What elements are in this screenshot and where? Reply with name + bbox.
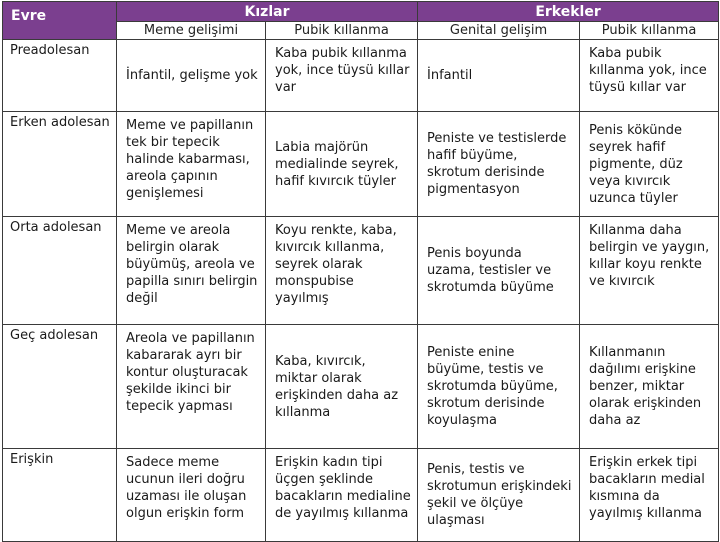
- girls-pubic-cell: Kaba pubik kıllanma yok, ince tüysü kıllar var: [266, 40, 418, 112]
- girls-breast-cell: Meme ve areola belirgin olarak büyümüş, areola ve papilla sınırı belirgin değil: [117, 217, 266, 325]
- girls-pubic-cell: Erişkin kadın tipi üçgen şeklinde bacakların medialine de yayılmış kıllanma: [266, 449, 418, 542]
- boys-pubic-header: Pubik kıllanma: [580, 22, 719, 40]
- girls-breast-header: Meme gelişimi: [117, 22, 266, 40]
- table-row: [3, 40, 719, 112]
- group-header-row: [3, 2, 719, 22]
- table-row: [3, 449, 719, 542]
- boys-pubic-cell: Kıllanma daha belirgin ve yaygın, kıllar koyu renkte ve kıvırcık: [580, 217, 719, 325]
- girls-pubic-cell: Koyu renkte, kaba, kıvırcık kıllanma, seyrek olarak monspubise yayılmış: [266, 217, 418, 325]
- girls-breast-cell: Meme ve papillanın tek bir tepecik halinde kabarması, areola çapının genişlemesi: [117, 112, 266, 217]
- boys-pubic-cell: Penis kökünde seyrek hafif pigmente, düz veya kıvırcık uzunca tüyler: [580, 112, 719, 217]
- stage-column-header: Evre: [3, 2, 117, 40]
- table-row: [3, 325, 719, 449]
- boys-genital-cell: Peniste ve testislerde hafif büyüme, skrotum derisinde pigmentasyon: [418, 112, 580, 217]
- girls-breast-cell: Sadece meme ucunun ileri doğru uzaması ile oluşan olgun erişkin form: [117, 449, 266, 542]
- boys-genital-cell: Penis boyunda uzama, testisler ve skrotumda büyüme: [418, 217, 580, 325]
- boys-pubic-cell: Erişkin erkek tipi bacakların medial kısmına da yayılmış kıllanma: [580, 449, 719, 542]
- stage-cell: Preadolesan: [3, 40, 117, 112]
- boys-genital-cell: Penis, testis ve skrotumun erişkindeki şekil ve ölçüye ulaşması: [418, 449, 580, 542]
- girls-breast-cell: Areola ve papillanın kabararak ayrı bir kontur oluşturacak şekilde ikinci bir tepecik yapması: [117, 325, 266, 449]
- girls-pubic-header: Pubik kıllanma: [266, 22, 418, 40]
- puberty-stages-table: [2, 1, 719, 542]
- stage-cell: Erken adolesan: [3, 112, 117, 217]
- stage-cell: Erişkin: [3, 449, 117, 542]
- boys-pubic-cell: Kıllanmanın dağılımı erişkine benzer, miktar olarak erişkinden daha az: [580, 325, 719, 449]
- girls-breast-cell: İnfantil, gelişme yok: [117, 40, 266, 112]
- girls-group-header: Kızlar: [117, 2, 418, 22]
- stage-cell: Orta adolesan: [3, 217, 117, 325]
- boys-pubic-cell: Kaba pubik kıllanma yok, ince tüysü kıllar var: [580, 40, 719, 112]
- table-row: [3, 112, 719, 217]
- boys-genital-cell: İnfantil: [418, 40, 580, 112]
- girls-pubic-cell: Kaba, kıvırcık, miktar olarak erişkinden daha az kıllanma: [266, 325, 418, 449]
- stage-cell: Geç adolesan: [3, 325, 117, 449]
- boys-group-header: Erkekler: [418, 2, 719, 22]
- girls-pubic-cell: Labia majörün medialinde seyrek, hafif kıvırcık tüyler: [266, 112, 418, 217]
- boys-genital-header: Genital gelişim: [418, 22, 580, 40]
- table-row: [3, 217, 719, 325]
- boys-genital-cell: Peniste enine büyüme, testis ve skrotumda büyüme, skrotum derisinde koyulaşma: [418, 325, 580, 449]
